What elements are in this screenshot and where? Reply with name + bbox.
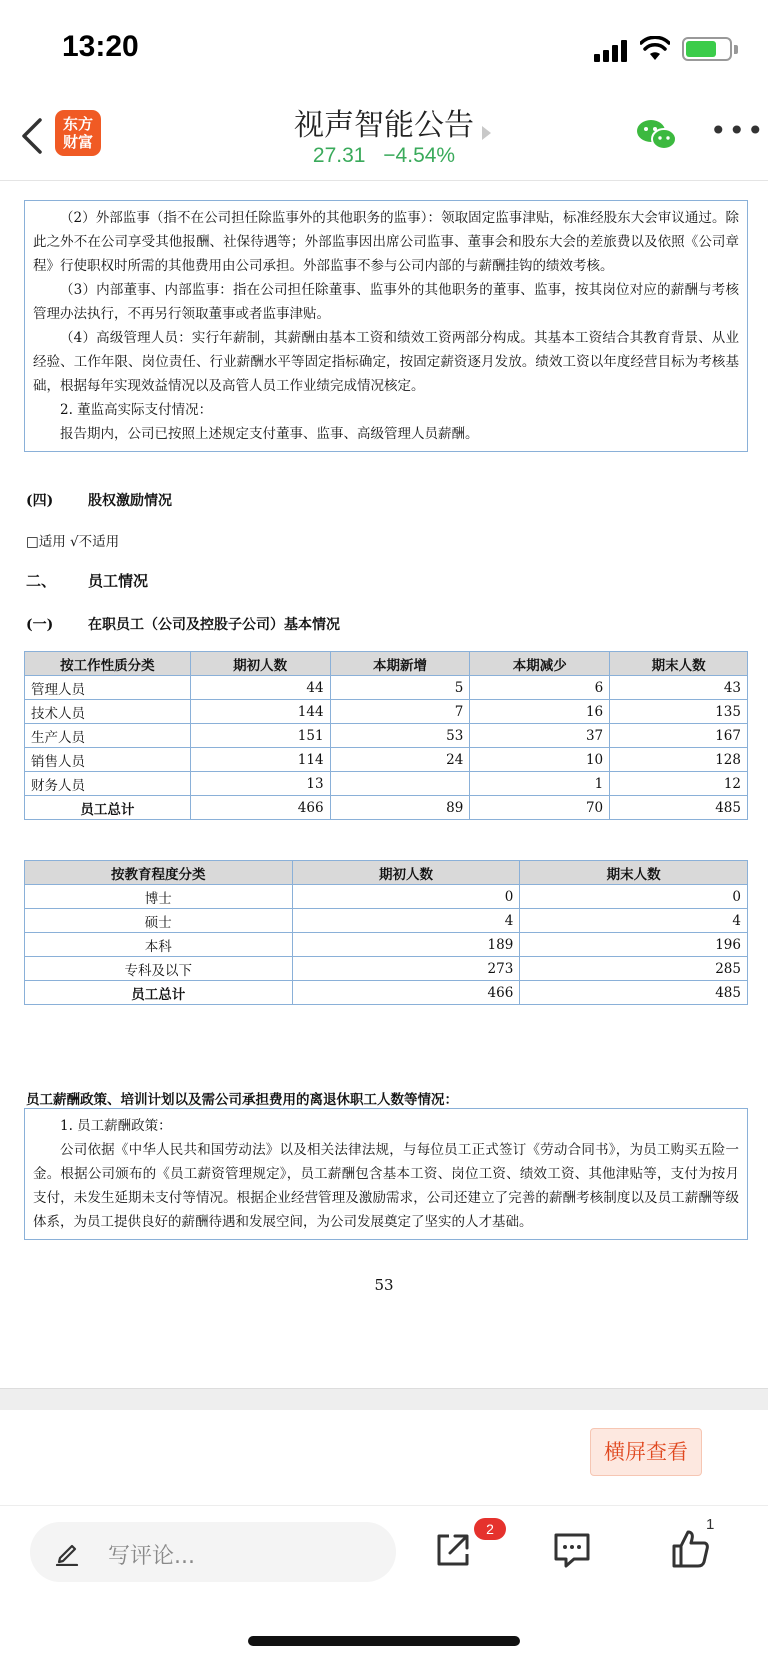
column-header: 期末人数 — [520, 861, 748, 885]
wechat-icon[interactable] — [636, 118, 678, 152]
share-count-badge: 2 — [474, 1518, 506, 1540]
table-total-row — [25, 796, 748, 820]
table-cell: 13 — [190, 772, 330, 796]
comment-placeholder: 写评论... — [108, 1544, 195, 1569]
table-cell: 167 — [610, 724, 748, 748]
table-cell: 128 — [610, 748, 748, 772]
page-number: 53 — [374, 1276, 394, 1294]
paragraph: （2）外部监事（指不在公司担任除监事外的其他职务的监事）：领取固定监事津贴，标准经股东大会审议通过。除此之外不在公司享受其他报酬、社保待遇等；外部监事因出席公司监事、董事会和股东大会的差旅费以及依照《公司章程》行使职权时所需的其他费用由公司承担。外部监事不参与公司内部的与薪酬挂钩的绩效考核。 — [33, 210, 739, 274]
landscape-view-button[interactable]: 横屏查看 — [590, 1428, 702, 1476]
stock-price: 27.31 — [312, 144, 366, 167]
director-pay-box — [24, 200, 748, 452]
section-heading: (四) 股权激励情况 — [26, 493, 172, 509]
table-cell: 硕士 — [25, 909, 293, 933]
table-cell: 博士 — [25, 885, 293, 909]
table-cell: 生产人员 — [25, 724, 191, 748]
table-cell: 7 — [330, 700, 470, 724]
table-cell: 4 — [292, 909, 520, 933]
table-row — [25, 885, 748, 909]
comment-input[interactable] — [30, 1522, 396, 1582]
play-icon[interactable] — [482, 126, 491, 140]
wifi-icon — [640, 36, 670, 62]
table-total-row — [25, 981, 748, 1005]
table-cell: 70 — [470, 796, 610, 820]
table-cell: 144 — [190, 700, 330, 724]
stock-quote[interactable] — [200, 144, 568, 168]
paragraph: 公司依据《中华人民共和国劳动法》以及相关法律法规，与每位员工正式签订《劳动合同书》，为员工购买五险一金。根据公司颁布的《员工薪资管理规定》，员工薪酬包含基本工资、岗位工资、绩效工资、其他津贴等，支付为按月支付，未发生延期未支付等情况。根据企业经营管理及激励需求，公司还建立了完善的薪酬考核制度以及员工薪酬等级体系，为员工提供良好的薪酬待遇和发展空间，为公司发展奠定了坚实的人才基础。 — [33, 1142, 739, 1230]
table-cell: 44 — [190, 676, 330, 700]
table-cell: 员工总计 — [25, 981, 293, 1005]
page-title: 视声智能公告 — [294, 108, 474, 143]
table-cell: 466 — [292, 981, 520, 1005]
salary-policy-box — [24, 1108, 748, 1240]
staff-by-role-table — [24, 651, 748, 820]
table-cell: 89 — [330, 796, 470, 820]
like-icon[interactable] — [670, 1528, 712, 1570]
table-cell: 114 — [190, 748, 330, 772]
section-heading: (一) 在职员工（公司及控股子公司）基本情况 — [26, 617, 340, 633]
table-cell: 专科及以下 — [25, 957, 293, 981]
column-header: 期初人数 — [292, 861, 520, 885]
table-cell: 12 — [610, 772, 748, 796]
table-row — [25, 933, 748, 957]
more-icon[interactable]: ••• — [710, 114, 766, 147]
column-header: 按工作性质分类 — [25, 652, 191, 676]
table-cell: 485 — [520, 981, 748, 1005]
table-cell: 5 — [330, 676, 470, 700]
table-cell: 43 — [610, 676, 748, 700]
table-cell: 189 — [292, 933, 520, 957]
table-cell — [330, 772, 470, 796]
table-cell: 0 — [292, 885, 520, 909]
table-cell: 技术人员 — [25, 700, 191, 724]
status-time: 13:20 — [62, 30, 139, 63]
column-header: 期末人数 — [610, 652, 748, 676]
table-row — [25, 772, 748, 796]
table-cell: 151 — [190, 724, 330, 748]
table-cell: 485 — [610, 796, 748, 820]
table-cell: 1 — [470, 772, 610, 796]
back-icon[interactable] — [18, 116, 48, 156]
table-cell: 135 — [610, 700, 748, 724]
table-cell: 24 — [330, 748, 470, 772]
paragraph: （4）高级管理人员：实行年薪制，其薪酬由基本工资和绩效工资两部分构成。其基本工资结合其教育背景、从业经验、工作年限、岗位责任、行业薪酬水平等固定指标确定，按固定薪资逐月发放。绩效工资以年度经营目标为考核基础，根据每年实现效益情况以及高管人员工作业绩完成情况核定。 — [33, 330, 739, 394]
table-cell: 16 — [470, 700, 610, 724]
stock-change: −4.54% — [383, 144, 456, 167]
table-cell: 0 — [520, 885, 748, 909]
table-cell: 53 — [330, 724, 470, 748]
table-cell: 6 — [470, 676, 610, 700]
home-indicator — [248, 1636, 520, 1646]
page-separator — [0, 1388, 768, 1410]
table-row — [25, 700, 748, 724]
table-cell: 10 — [470, 748, 610, 772]
paragraph: 1. 员工薪酬政策： — [60, 1118, 172, 1134]
battery-icon — [682, 37, 732, 61]
share-icon[interactable] — [433, 1530, 473, 1570]
bottom-action-bar — [0, 1505, 768, 1663]
table-cell: 466 — [190, 796, 330, 820]
table-cell: 4 — [520, 909, 748, 933]
table-header-row — [25, 652, 748, 676]
signal-icon — [594, 40, 630, 62]
table-row — [25, 724, 748, 748]
column-header: 期初人数 — [190, 652, 330, 676]
table-cell: 273 — [292, 957, 520, 981]
paragraph: 2. 董监高实际支付情况： — [60, 402, 213, 418]
table-cell: 财务人员 — [25, 772, 191, 796]
table-row — [25, 748, 748, 772]
column-header: 本期减少 — [470, 652, 610, 676]
table-cell: 销售人员 — [25, 748, 191, 772]
table-row — [25, 957, 748, 981]
status-bar — [0, 0, 768, 96]
table-cell: 196 — [520, 933, 748, 957]
table-cell: 员工总计 — [25, 796, 191, 820]
column-header: 按教育程度分类 — [25, 861, 293, 885]
eastmoney-logo: 东方 财富 — [55, 110, 101, 156]
applicable-checkbox-line: □适用 √不适用 — [26, 534, 120, 550]
app-header — [0, 96, 768, 181]
table-cell: 本科 — [25, 933, 293, 957]
comment-icon[interactable] — [552, 1530, 592, 1570]
paragraph: （3）内部董事、内部监事：指在公司担任除董事、监事外的其他职务的董事、监事，按其岗位对应的薪酬与考核管理办法执行，不再另行领取董事或者监事津贴。 — [33, 282, 739, 322]
table-cell: 管理人员 — [25, 676, 191, 700]
document-page — [0, 182, 768, 1382]
paragraph: 报告期内，公司已按照上述规定支付董事、监事、高级管理人员薪酬。 — [60, 426, 479, 442]
pencil-icon — [54, 1540, 80, 1566]
table-cell: 285 — [520, 957, 748, 981]
section-heading: 二、 员工情况 — [26, 572, 149, 590]
table-header-row — [25, 861, 748, 885]
like-count: 1 — [706, 1516, 715, 1533]
table-row — [25, 676, 748, 700]
staff-by-education-table — [24, 860, 748, 1005]
table-row — [25, 909, 748, 933]
table-cell: 37 — [470, 724, 610, 748]
column-header: 本期新增 — [330, 652, 470, 676]
policy-heading: 员工薪酬政策、培训计划以及需公司承担费用的离退休职工人数等情况： — [26, 1092, 458, 1108]
